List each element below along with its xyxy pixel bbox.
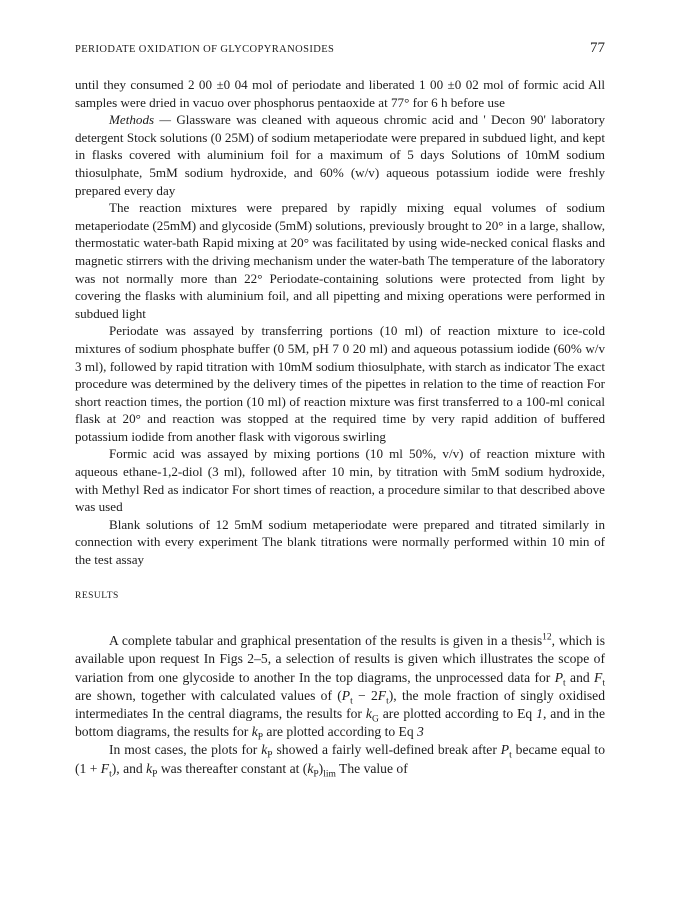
- methods-label: Methods —: [109, 112, 172, 128]
- paragraph-methods: [75, 111, 605, 199]
- experimental-text: [75, 76, 605, 778]
- paragraph-formic-acid-assay: Formic acid was assayed by mixing portions (10 ml 50%, v/v) of reaction mixture with aqueous ethane-1,2-diol (3 ml), followed after 10 min, by titration with 5mM sodium hydroxide, with Methyl Red as indicator For short times of reaction, a procedure similar to that described above was used: [75, 446, 605, 515]
- page-number: 77: [590, 40, 605, 56]
- equation-ref-3: 3: [417, 724, 424, 740]
- paragraph-results-2: In most cases, the plots for $k_P$ showed a fairly well-defined break after $P_t$ became equal to $(1 + F_t)$, and $k_P$ was thereafter constant at $(k_P)_{lim}$ The value of: [75, 742, 605, 780]
- paragraph-periodate-assay: Periodate was assayed by transferring portions (10 ml) of reaction mixture to ice-cold mixtures of sodium phosphate buffer (0 5M, pH 7 0 20 ml) and aqueous potassium iodide (60% w/v 3 ml), followed by rapid titration with 10mM sodium thiosulphate, with starch as indicator The exact procedure was determined by the delivery times of the pipettes in relation to the time of reaction For short reaction times, the portion (10 ml) of reaction mixture was first transferred to a 100-ml conical flask at 20° and reaction was stopped at the required time by very rapid addition of buffered potassium iodide from another flask with vigorous swirling: [75, 323, 605, 444]
- running-head-title: PERIODATE OXIDATION OF GLYCOPYRANOSIDES: [75, 44, 335, 55]
- methods-text: Glassware was cleaned with aqueous chromic acid and ' Decon 90' laboratory detergent Stock solutions (0 25M) of sodium metaperiodate were prepared in subdued light, and kept in flasks covered with aluminium foil for a maximum of 5 days Solutions of 10mM sodium thiosulphate, 5mM sodium hydroxide, and 60% (w/v) aqueous potassium iodide were freshly prepared every day: [75, 112, 605, 198]
- paragraph-materials-end: until they consumed 2 00 ±0 04 mol of periodate and liberated 1 00 ±0 02 mol of formic acid All samples were dried in vacuo over phosphorus pentaoxide at 77° for 6 h before use: [75, 77, 605, 110]
- paragraph-results-1: A complete tabular and graphical presentation of the results is given in a thesis$^{12}$, which is available upon request In Figs 2–5, a selection of results is given which illustrates the scope of variation from one glycoside to another In the top diagrams, the unprocessed data for $P_t$ and $F_t$ are shown, together with calculated values of $(P_t - 2F_t)$, the mole fraction of singly oxidised intermediates In the central diagrams, the results for $k_G$ are plotted according to Eq 1, and in the bottom diagrams, the results for $k_P$ are plotted according to Eq 3: [75, 632, 606, 743]
- results-heading: RESULTS: [75, 590, 119, 601]
- reference-superscript: 12: [542, 632, 552, 643]
- journal-page: [75, 40, 605, 778]
- paragraph-reaction-mixtures: The reaction mixtures were prepared by rapidly mixing equal volumes of sodium metaperiodate (25mM) and glycoside (5mM) solutions, previously brought to 20° in a large, shallow, thermostatic water-bath Rapid mixing at 20° was facilitated by using wide-necked conical flasks and magnetic stirrers with the driving mechanism under the water-bath The temperature of the laboratory was not normally more than 22° Periodate-containing solutions were protected from light by covering the flasks with aluminium foil, and all pipetting and mixing operations were performed in subdued light: [75, 200, 605, 321]
- equation-ref-1: 1: [536, 706, 543, 722]
- paragraph-blank-solutions: Blank solutions of 12 5mM sodium metaperiodate were prepared and titrated similarly in connection with every experiment The blank titrations were normally performed within 10 min of the test assay: [75, 516, 605, 568]
- running-head: [75, 40, 605, 60]
